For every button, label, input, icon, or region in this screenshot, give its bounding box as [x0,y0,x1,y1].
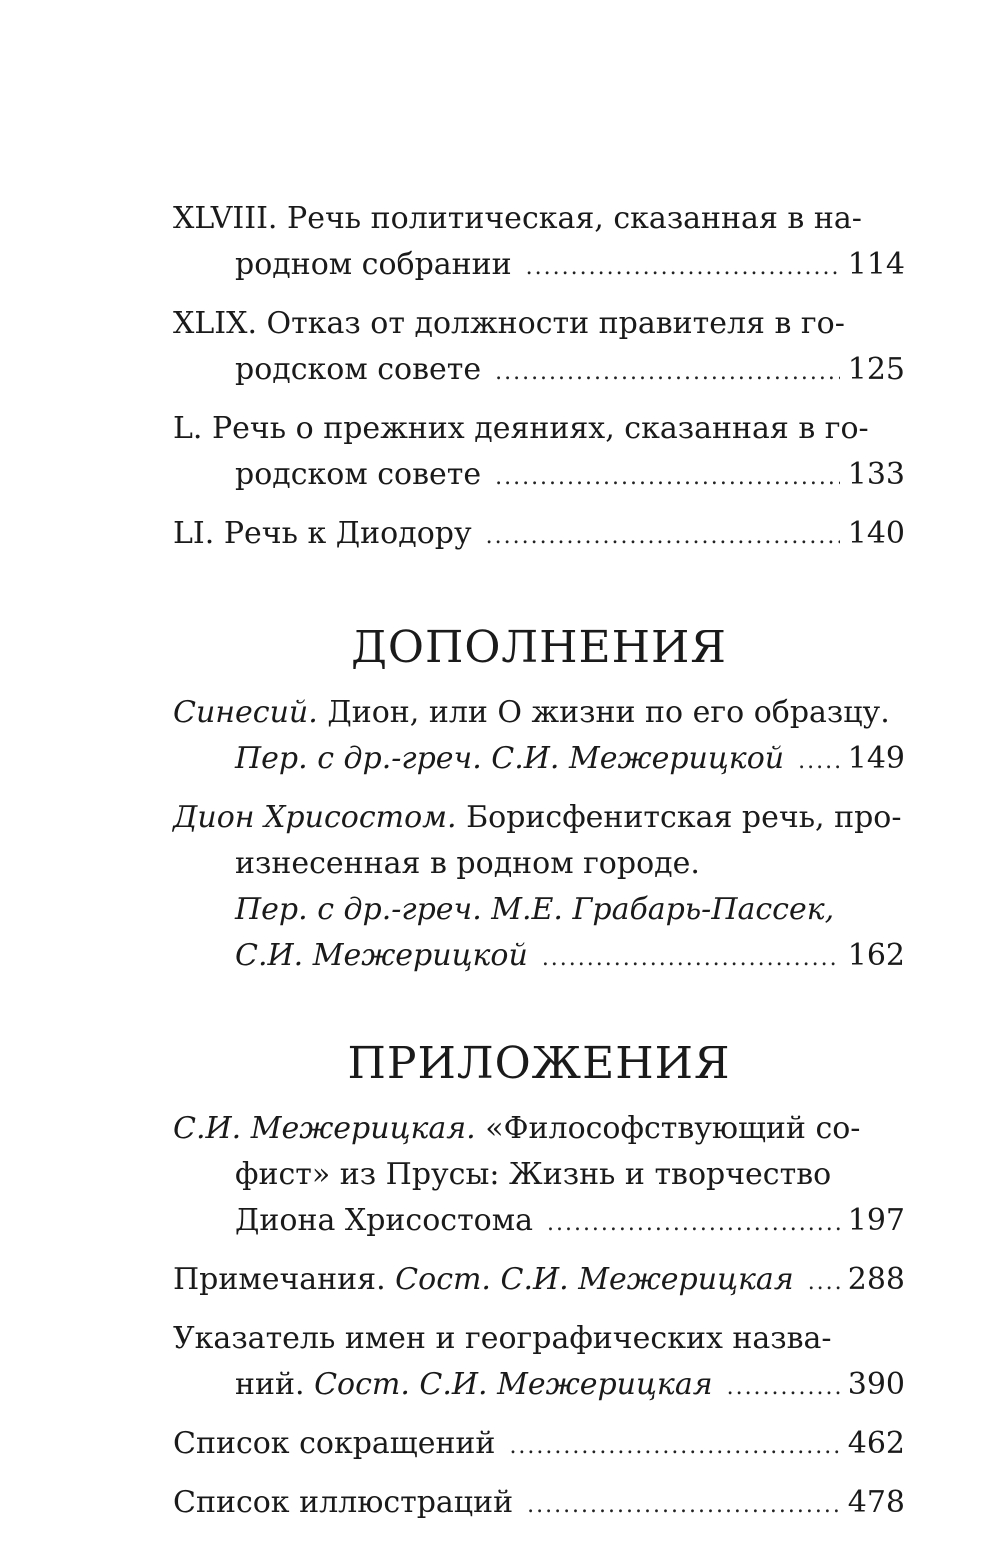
entry-last-line [173,933,905,982]
page-number: 149 [847,741,905,776]
page-number: 390 [847,1367,905,1402]
section-heading-dopolneniya: ДОПОЛНЕНИЯ [351,622,727,673]
entry-last-line [173,511,905,560]
toc-entry-xlix [173,301,905,396]
entry-compiler: Сост. С.И. Межерицкая [395,1262,794,1297]
entry-last-line [173,452,905,501]
entry-author: Синесий. [173,695,318,730]
entry-title-end: родном собрании [235,247,512,282]
entry-compiler: Сост. С.И. Межерицкая [314,1367,713,1402]
entry-title-end [235,1362,713,1408]
entry-title-line [173,795,905,841]
leader-dots [547,1201,840,1247]
toc-entry-xlviii [173,196,905,291]
leader-dots [808,1260,840,1306]
entry-author: Дион Хрисостом. [173,800,457,835]
entry-title-line: фист» из Прусы: Жизнь и творчество [235,1157,832,1192]
entry-title-end: родском совете [235,352,482,387]
toc-entry-abbreviations [173,1421,905,1470]
entry-last-line [173,242,905,291]
entry-last-line [173,1480,905,1529]
toc-entry-li [173,511,905,560]
entry-title-line: изнесенная в родном городе. [235,846,700,881]
page-number: 462 [847,1426,905,1461]
entry-title-end: Диона Хрисостома [235,1203,533,1238]
page-number: 114 [847,247,905,282]
entry-last-line [173,1257,905,1306]
page-number: 162 [847,938,905,973]
leader-dots [798,739,840,785]
leader-dots [526,245,840,291]
entry-translator: Пер. с др.-греч. С.И. Межерицкой [235,741,785,776]
leader-dots [727,1365,840,1411]
toc-entry-essay [173,1106,905,1247]
page-number: 125 [847,352,905,387]
entry-last-line [173,1198,905,1247]
entry-title-plain: ний. [235,1367,315,1402]
entry-title-line: XLVIII. Речь политическая, сказанная в на- [173,201,862,236]
entry-title-line: XLIX. Отказ от должности правителя в го- [173,306,845,341]
entry-last-line [173,736,905,785]
entry-title: Дион, или О жизни по его образцу. [317,695,890,730]
entry-title: LI. Речь к Диодору [173,516,472,551]
toc-entry-notes [173,1257,905,1306]
table-of-contents [173,196,905,1539]
leader-dots [509,1424,839,1470]
toc-entry-index [173,1316,905,1411]
entry-translator: С.И. Межерицкой [235,938,528,973]
toc-entry-synesius [173,690,905,785]
entry-last-line [173,1362,905,1411]
section-heading-prilozheniya: ПРИЛОЖЕНИЯ [347,1038,731,1089]
entry-last-line [173,347,905,396]
leader-dots [542,936,840,982]
entry-title-line: L. Речь о прежних деяниях, сказанная в го- [173,411,869,446]
entry-title-plain: Примечания. [173,1262,396,1297]
entry-title: Список иллюстраций [173,1485,514,1520]
toc-entry-dio-borysthenitica [173,795,905,982]
entry-title [173,1257,794,1303]
entry-title-line [173,1106,905,1152]
entry-title-line: Указатель имен и географических назва- [173,1321,832,1356]
entry-title: Борисфенитская речь, про- [456,800,902,835]
entry-translator-line: Пер. с др.-греч. М.Е. Грабарь-Пассек, [235,892,835,927]
entry-last-line [173,1421,905,1470]
page-number: 478 [847,1485,905,1520]
page-number: 140 [847,516,905,551]
page-number: 288 [847,1262,905,1297]
leader-dots [495,455,840,501]
toc-entry-l [173,406,905,501]
leader-dots [495,350,840,396]
entry-title: «Философствующий со- [475,1111,861,1146]
leader-dots [527,1483,840,1529]
entry-title-end: родском совете [235,457,482,492]
page-number: 133 [847,457,905,492]
entry-title-line [173,690,905,736]
page-number: 197 [847,1203,905,1238]
entry-title: Список сокращений [173,1426,496,1461]
entry-author: С.И. Межерицкая. [173,1111,476,1146]
toc-entry-illustrations [173,1480,905,1529]
leader-dots [486,514,840,560]
